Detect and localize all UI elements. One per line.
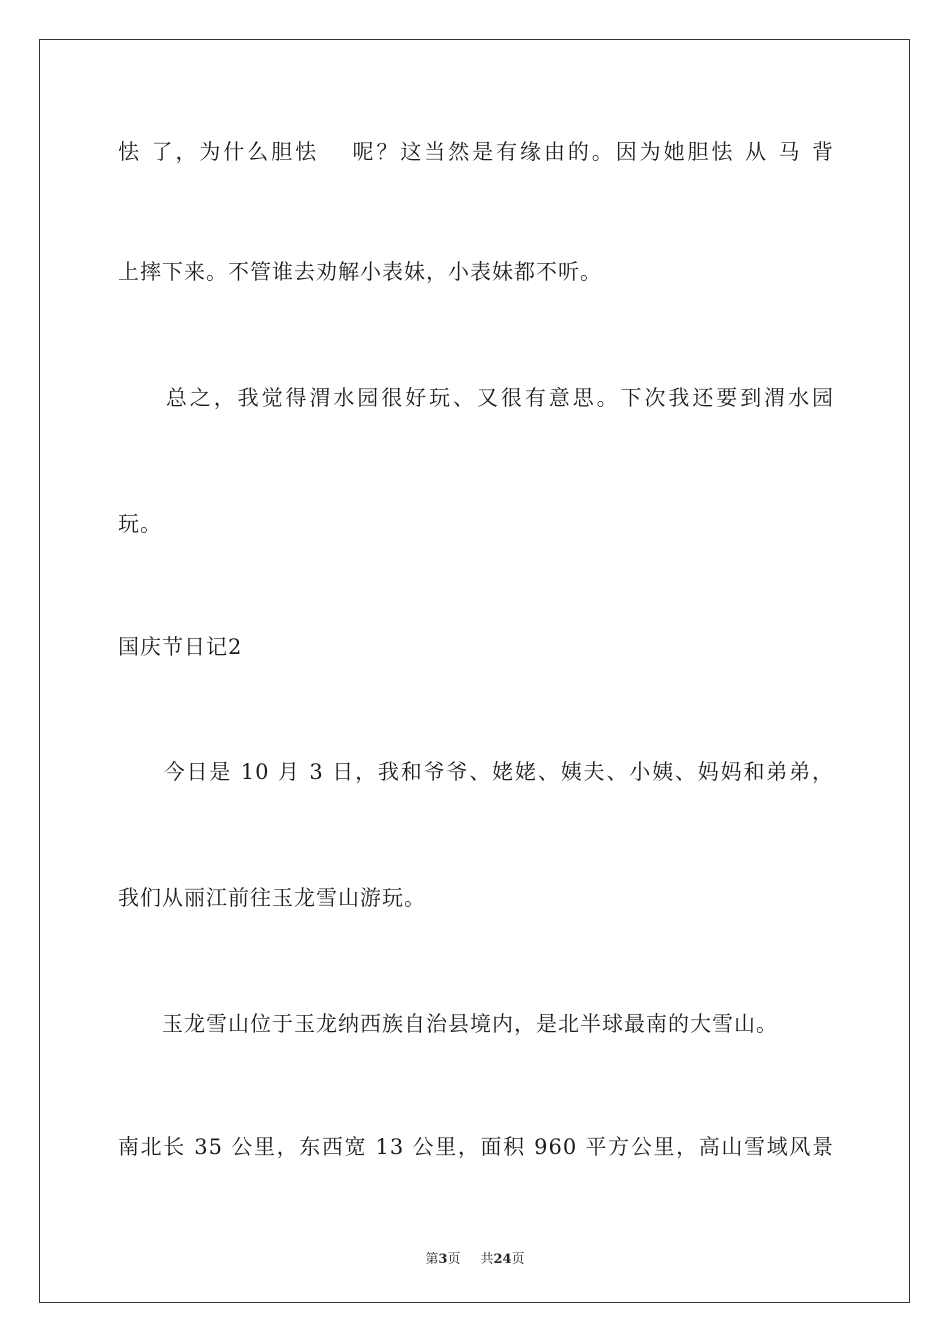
text-line-8: 玉龙雪山位于玉龙纳西族自治县境内，是北半球最南的大雪山。 — [118, 1012, 778, 1036]
footer-page-number: 3 — [438, 1252, 448, 1267]
footer-page-suffix: 页 — [447, 1252, 461, 1267]
page-border — [39, 39, 910, 1303]
footer-page-prefix: 第 — [425, 1252, 439, 1267]
footer-total-suffix: 页 — [511, 1252, 525, 1267]
text-line-9: 南北长 35 公里，东西宽 13 公里，面积 960 平方公里，高山雪域风景 — [118, 1135, 834, 1159]
text-line-3: 总之，我觉得渭水园很好玩、又很有意思。下次我还要到渭水园 — [118, 386, 834, 410]
text-line-6: 今日是 10 月 3 日，我和爷爷、姥姥、姨夫、小姨、妈妈和弟弟， — [118, 760, 834, 784]
footer-total-number: 24 — [493, 1252, 512, 1267]
text-line-7: 我们从丽江前往玉龙雪山游玩。 — [118, 886, 426, 910]
section-heading: 国庆节日记2 — [118, 635, 243, 659]
text-line-4: 玩。 — [118, 512, 162, 536]
page-footer — [0, 1248, 950, 1267]
text-line-2: 上摔下来。不管谁去劝解小表妹，小表妹都不听。 — [118, 260, 602, 284]
footer-total-prefix: 共 — [480, 1252, 494, 1267]
text-line-1: 怯 了，为什么胆怯 呢？这当然是有缘由的。因为她胆怯 从 马 背 — [118, 140, 834, 164]
